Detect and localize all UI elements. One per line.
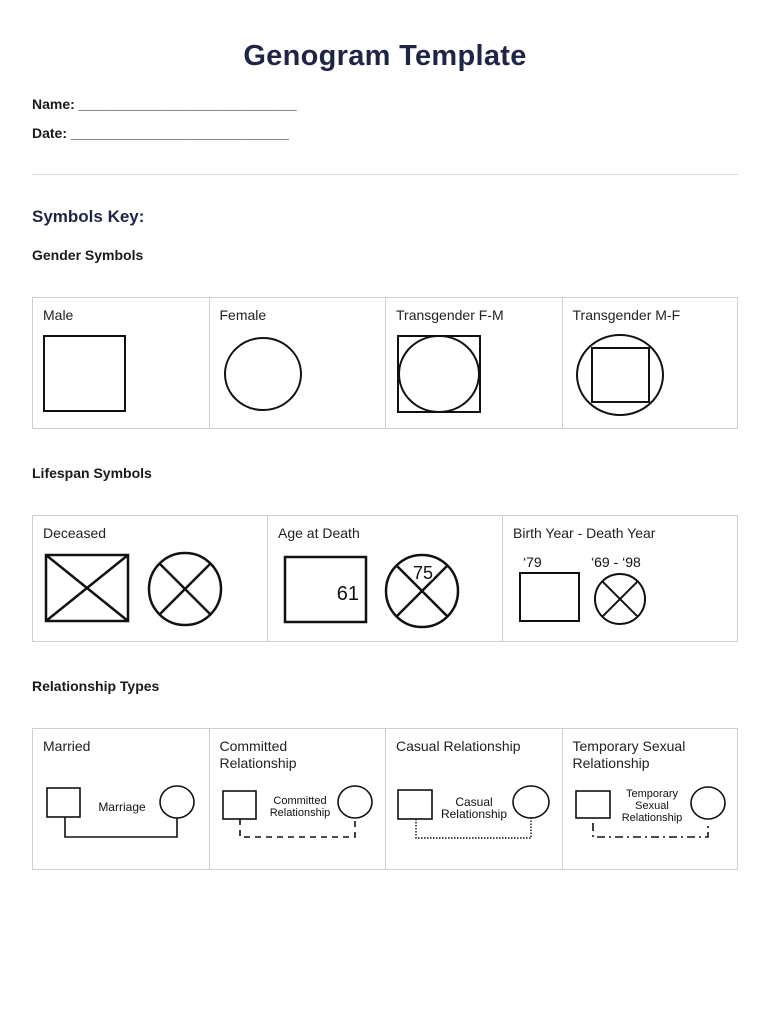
male-symbol [33,298,209,428]
birth-death-year: ‘69 - ‘98 [591,554,641,570]
married-label: Married [43,738,91,754]
committed-diagram [210,729,386,869]
transgender-mf-symbol [563,298,737,428]
temporary-label: Temporary Sexual Relationship [572,738,686,771]
casual-label: Casual Relationship [396,738,521,754]
birth-death-year-symbols [503,516,736,641]
divider [32,174,738,175]
male-label: Male [43,307,74,323]
female-cell [210,298,387,428]
deceased-cell [33,516,268,641]
female-symbol [210,298,386,428]
gender-symbols-heading: Gender Symbols [32,247,144,263]
date-field[interactable]: Date: ____________________________ [32,125,289,141]
married-cell [33,729,210,869]
age-at-death-cell [268,516,503,641]
birth-death-year-label: Birth Year - Death Year [513,525,656,541]
name-field[interactable]: Name: ____________________________ [32,96,297,112]
committed-cell [210,729,387,869]
transgender-fm-symbol [386,298,562,428]
transgender-fm-label: Transgender F-M [396,307,504,323]
page-title: Genogram Template [243,40,527,72]
deceased-label: Deceased [43,525,107,541]
transgender-mf-cell [563,298,738,428]
temporary-line-label-2: Sexual [634,800,669,812]
deceased-symbols [33,516,267,641]
symbols-key-heading: Symbols Key: [32,207,145,226]
committed-line-label-1: Committed [272,795,327,807]
age-circle-value: 75 [412,563,434,583]
gender-symbols-table [32,297,738,429]
casual-cell [386,729,563,869]
casual-diagram [386,729,562,869]
casual-line-label-1: Casual [455,795,493,809]
age-at-death-symbols [268,516,502,641]
relationship-types-heading: Relationship Types [32,678,160,694]
birth-death-year-cell [503,516,737,641]
committed-line-label-2: Relationship [269,807,330,819]
marriage-line-label: Marriage [98,800,146,814]
committed-label: Committed Relationship [219,738,297,771]
temporary-diagram [563,729,737,869]
transgender-mf-label: Transgender M-F [572,307,681,323]
relationship-types-table [32,728,738,870]
temporary-line-label-1: Temporary [625,788,678,800]
lifespan-symbols-heading: Lifespan Symbols [32,465,152,481]
lifespan-symbols-table [32,515,738,642]
casual-line-label-2: Relationship [440,807,508,821]
married-diagram [33,729,209,869]
deceased-male-symbol [46,555,128,621]
female-label: Female [219,307,267,323]
temporary-cell [563,729,738,869]
male-cell [33,298,210,428]
deceased-female-symbol [149,553,221,625]
temporary-line-label-3: Relationship [621,812,682,824]
transgender-fm-cell [386,298,563,428]
age-at-death-label: Age at Death [278,525,360,541]
birth-year: ‘79 [523,554,542,570]
age-square-value: 61 [336,583,359,605]
